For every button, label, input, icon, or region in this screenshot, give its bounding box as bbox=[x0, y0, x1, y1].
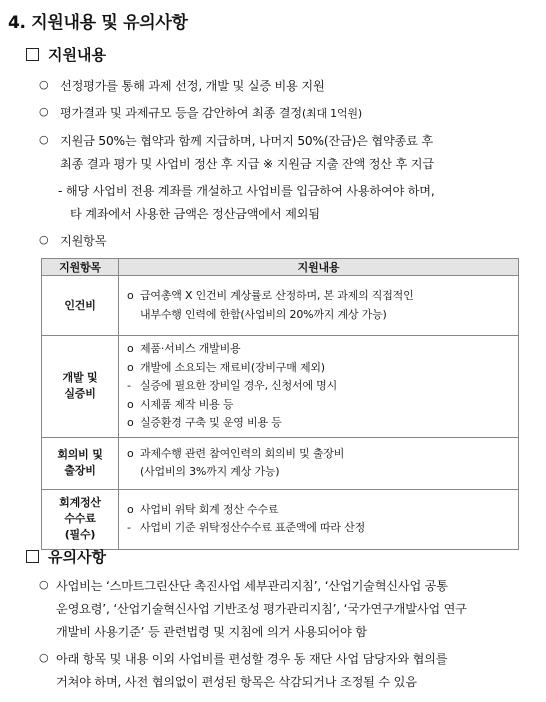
content-line: 급여총액 X 인건비 계상률로 산정하며, 본 과제의 직접적인 bbox=[140, 289, 414, 302]
item-marker: o bbox=[127, 397, 134, 411]
caution-item-1-line-1: 사업비는 ‘스마트그린산단 촉진사업 세부관리지침’, ‘산업기술혁신사업 공통 bbox=[56, 579, 448, 593]
category-label: 수수료 bbox=[64, 512, 96, 525]
table-row bbox=[42, 276, 519, 336]
support-item-1: 선정평가를 통해 과제 선정, 개발 및 실증 비용 지원 bbox=[60, 79, 325, 93]
category-cell bbox=[42, 276, 119, 336]
item-marker: - bbox=[127, 521, 131, 534]
support-subheading-text: 지원내용 bbox=[48, 46, 106, 64]
support-item-2 bbox=[60, 104, 362, 121]
category-label: (필수) bbox=[64, 528, 96, 541]
table-row bbox=[42, 336, 519, 438]
content-line: 사업비 기준 위탁정산수수료 표준액에 따라 산정 bbox=[140, 521, 366, 534]
item-marker: - bbox=[127, 379, 131, 392]
checkbox-square-icon bbox=[26, 550, 39, 563]
category-label: 회계정산 bbox=[59, 496, 101, 509]
category-cell bbox=[42, 336, 119, 438]
category-label: 실증비 bbox=[64, 387, 96, 401]
category-label: 인건비 bbox=[64, 298, 96, 312]
item-marker: o bbox=[127, 360, 134, 374]
category-cell bbox=[42, 489, 119, 549]
support-dash-line-1: - 해당 사업비 전용 계좌를 개설하고 사업비를 입금하여 사용하여야 하며, bbox=[58, 184, 435, 198]
circle-bullet-icon: ○ bbox=[39, 651, 49, 664]
circle-bullet-icon: ○ bbox=[39, 133, 49, 146]
caution-subheading-text: 유의사항 bbox=[48, 548, 106, 566]
content-line: (사업비의 3%까지 계상 가능) bbox=[140, 465, 280, 478]
caution-item-2-line-1: 아래 항목 및 내용 이외 사업비를 편성할 경우 동 재단 사업 담당자와 협의를 bbox=[56, 652, 448, 666]
content-cell bbox=[119, 276, 519, 336]
content-cell bbox=[119, 489, 519, 549]
content-line: 제품·서비스 개발비용 bbox=[140, 342, 241, 355]
caution-subheading bbox=[26, 546, 106, 567]
category-label: 회의비 및 bbox=[57, 448, 103, 461]
checkbox-square-icon bbox=[26, 48, 39, 61]
caution-item-1-line-3: 개발비 사용기준’ 등 관련법령 및 지침에 의거 사용되어야 함 bbox=[56, 625, 367, 639]
support-items-table bbox=[41, 258, 519, 550]
support-item-4: 지원항목 bbox=[60, 234, 107, 248]
category-label: 개발 및 bbox=[62, 371, 98, 385]
item-marker: o bbox=[127, 342, 134, 355]
table-row bbox=[42, 489, 519, 549]
circle-bullet-icon: ○ bbox=[39, 78, 49, 91]
content-cell bbox=[119, 437, 519, 489]
table-header-row bbox=[42, 259, 519, 276]
content-cell bbox=[119, 336, 519, 438]
support-item-3-line-1: 지원금 50%는 협약과 함께 지급하며, 나머지 50%(잔금)은 협약종료 후 bbox=[60, 134, 433, 148]
section-heading: 4. 지원내용 및 유의사항 bbox=[8, 13, 188, 33]
item-marker: o bbox=[127, 502, 134, 516]
item-marker: o bbox=[127, 289, 134, 302]
content-line: 사업비 위탁 회계 정산 수수료 bbox=[140, 502, 279, 516]
support-item-2-note: (최대 1억원) bbox=[301, 107, 362, 120]
table-header-category: 지원항목 bbox=[42, 259, 119, 276]
content-line: 실증환경 구축 및 운영 비용 등 bbox=[140, 416, 282, 429]
circle-bullet-icon: ○ bbox=[39, 578, 49, 591]
circle-bullet-icon: ○ bbox=[39, 105, 49, 118]
content-line: 내부수행 인력에 한함(사업비의 20%까지 계상 가능) bbox=[140, 307, 387, 321]
caution-item-1-line-2: 운영요령’, ‘산업기술혁신사업 기반조성 평가관리지침’, ‘국가연구개발사업 연구 bbox=[56, 602, 467, 616]
category-label: 출장비 bbox=[64, 464, 96, 477]
support-subheading bbox=[26, 44, 106, 65]
table-header-content: 지원내용 bbox=[119, 259, 519, 276]
table-row bbox=[42, 437, 519, 489]
support-item-3-line-2: 최종 결과 평가 및 사업비 정산 후 지급 ※ 지원금 지출 잔액 정산 후 지급 bbox=[60, 157, 434, 171]
circle-bullet-icon: ○ bbox=[39, 233, 49, 246]
item-marker: o bbox=[127, 446, 134, 460]
support-dash-line-2: 타 계좌에서 사용한 금액은 정산금액에서 제외됨 bbox=[70, 207, 320, 221]
content-line: 시제품 제작 비용 등 bbox=[140, 397, 234, 411]
support-item-2-text: 평가결과 및 과제규모 등을 감안하여 최종 결정 bbox=[60, 106, 302, 120]
content-line: 실증에 필요한 장비일 경우, 신청서에 명시 bbox=[140, 379, 338, 392]
category-cell bbox=[42, 437, 119, 489]
caution-item-2-line-2: 거쳐야 하며, 사전 협의없이 편성된 항목은 삭감되거나 조정될 수 있음 bbox=[56, 675, 417, 689]
content-line: 개발에 소요되는 재료비(장비구매 제외) bbox=[140, 360, 325, 374]
item-marker: o bbox=[127, 416, 134, 429]
content-line: 과제수행 관련 참여인력의 회의비 및 출장비 bbox=[140, 446, 345, 460]
